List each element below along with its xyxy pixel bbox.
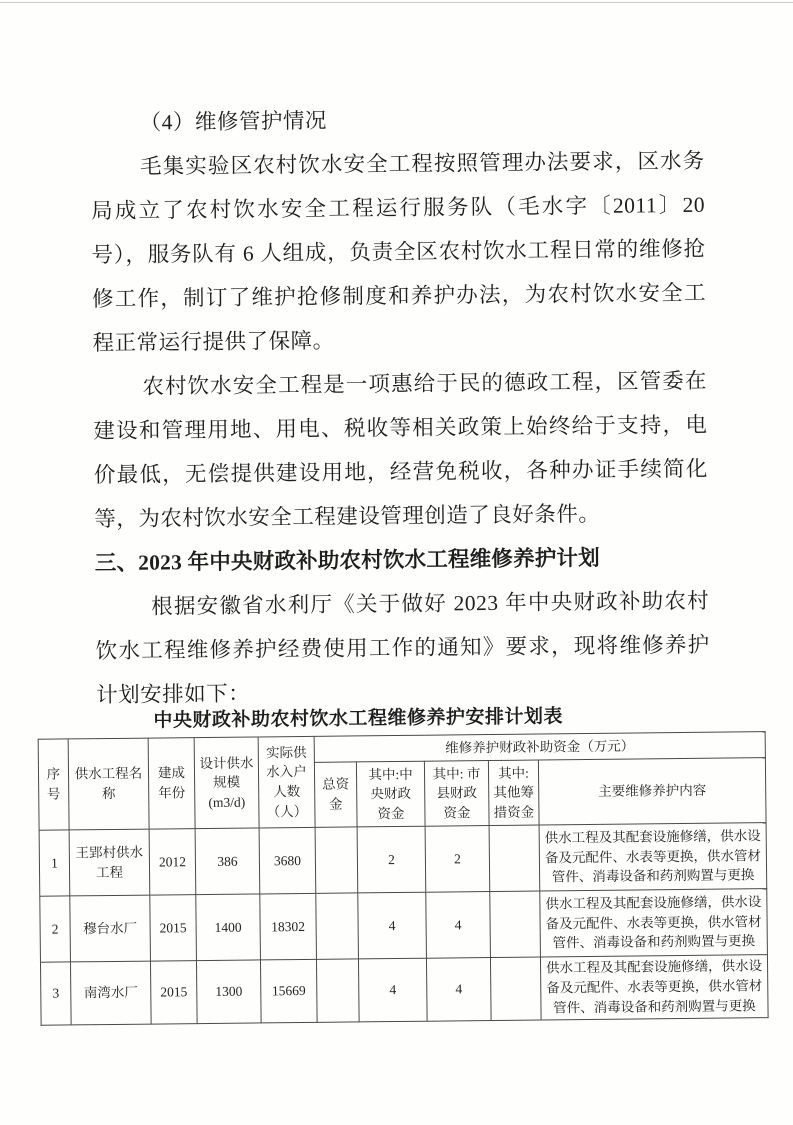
col-group-header-funds: 维修养护财政补助资金（万元） [314, 732, 765, 763]
cell-no: 1 [39, 830, 70, 896]
cell-households: 3680 [259, 827, 316, 894]
cell-year: 2015 [150, 895, 197, 961]
cell-design: 1400 [196, 894, 261, 961]
maintenance-plan-table [38, 731, 769, 1026]
cell-name: 穆台水厂 [70, 895, 151, 962]
table-row [40, 889, 768, 963]
body-text-block [90, 95, 710, 717]
col-header-other-funds: 其中: 其他筹 措资金 [488, 760, 539, 826]
cell-maintenance-content: 供水工程及其配套设施修缮，供水设备及元配件、水表等更换，供水管材管件、消毒设备和药剂购置与更换 [540, 955, 768, 1020]
table-row [40, 955, 768, 1026]
cell-county-funds: 2 [425, 826, 490, 893]
col-header-content: 主要维修养护内容 [538, 758, 766, 825]
col-header-name: 供水工程名 称 [68, 738, 149, 830]
cell-central-funds: 4 [358, 892, 427, 959]
cell-county-funds: 4 [426, 892, 491, 959]
cell-total-funds [315, 827, 358, 893]
cell-design: 386 [195, 828, 260, 895]
cell-households: 15669 [260, 959, 317, 1022]
cell-design: 1300 [196, 960, 261, 1024]
col-header-households: 实际供 水入户 人数 （人） [258, 736, 315, 828]
cell-other-funds [489, 825, 540, 892]
cell-year: 2015 [150, 961, 197, 1024]
col-header-county-funds: 其中: 市 县财政 资金 [424, 761, 489, 827]
cell-total-funds [316, 959, 359, 1022]
cell-no: 2 [40, 896, 71, 962]
cell-other-funds [490, 891, 541, 958]
cell-name: 王郢村供水工程 [69, 829, 150, 896]
table-row [39, 823, 767, 897]
cell-name: 南湾水厂 [70, 961, 151, 1025]
cell-maintenance-content: 供水工程及其配套设施修缮，供水设备及元配件、水表等更换，供水管材管件、消毒设备和药剂购置与更换 [539, 823, 767, 891]
cell-county-funds: 4 [426, 958, 491, 1022]
col-header-year: 建成 年份 [148, 738, 195, 829]
col-header-central-funds: 其中:中 央财政 资金 [356, 761, 425, 827]
cell-no: 3 [40, 962, 71, 1025]
col-header-total-funds: 总资 金 [314, 762, 357, 827]
table-title: 中央财政补助农村饮水工程维修养护安排计划表 [153, 706, 564, 732]
cell-other-funds [490, 957, 541, 1020]
cell-central-funds: 2 [357, 826, 426, 893]
col-header-no: 序 号 [38, 739, 69, 830]
paragraph: 农村饮水安全工程是一项惠给于民的德政工程，区管委在建设和管理用地、用电、税收等相关政策上始终给于支持，电价最低，无偿提供建设用地，经营免税收，各种办证手续简化等，为农村饮水安全工程建设管理创造了良好条件。 [93, 368, 708, 532]
cell-maintenance-content: 供水工程及其配套设施修缮，供水设备及元配件、水表等更换，供水管材管件、消毒设备和药剂购置与更换 [540, 889, 768, 957]
paragraph: 毛集实验区农村饮水安全工程按照管理办法要求，区水务局成立了农村饮水安全工程运行服务队（毛水字〔2011〕20 号），服务队有 6 人组成，负责全区农村饮水工程日常的维修抢修工作，制订了维护抢修制度和养护办法，为农村饮水安全工程正常运行提供了保障。 [90, 148, 707, 356]
cell-year: 2012 [149, 829, 196, 895]
cell-total-funds [316, 893, 359, 959]
col-header-design-capacity: 设计供水 规模 (m3/d) [194, 737, 259, 829]
paragraph: 根据安徽省水利厅《关于做好 2023 年中央财政补助农村饮水工程维修养护经费使用工作的通知》要求，现将维修养护计划安排如下： [95, 588, 710, 708]
cell-central-funds: 4 [358, 958, 427, 1022]
sub-heading: （4）维修管护情况 [139, 108, 328, 135]
cell-households: 18302 [260, 893, 317, 960]
section-heading: 三、2023 年中央财政补助农村饮水工程维修养护计划 [94, 545, 600, 576]
